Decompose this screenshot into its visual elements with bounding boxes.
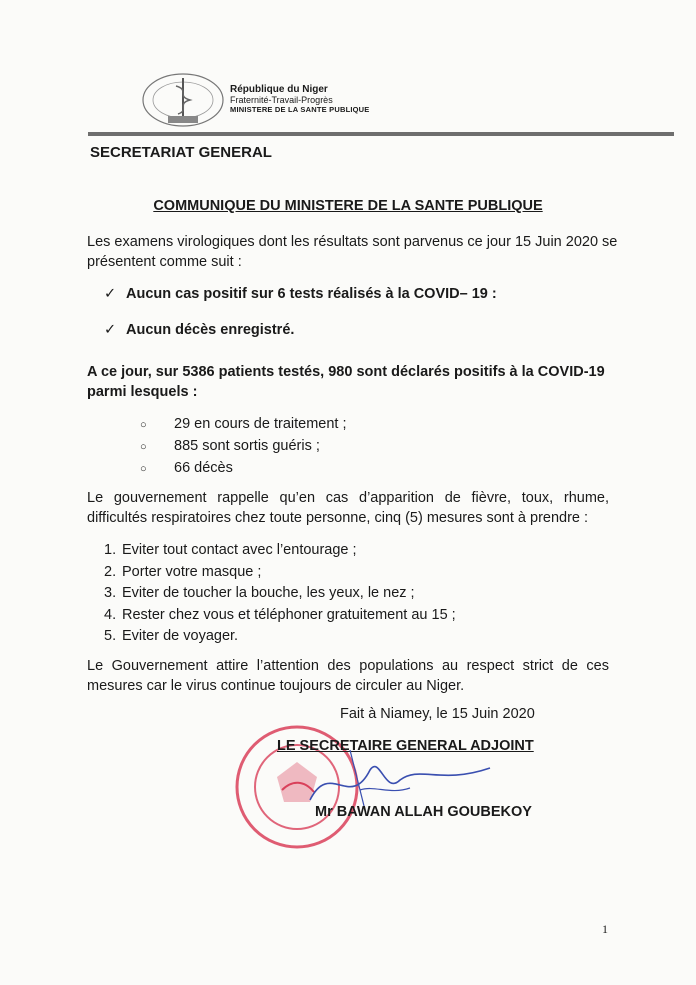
check-item — [104, 320, 294, 340]
closing-paragraph: Le Gouvernement attire l’attention des populations au respect strict de ces mesures car le virus continue toujours de circuler au Niger. — [87, 658, 609, 694]
list-item: 1. Eviter tout contact avec l’entourage ; — [104, 542, 357, 558]
list-item-text: Eviter de voyager. — [122, 628, 239, 644]
intro-paragraph: Les examens virologiques dont les résultats sont parvenus ce jour 15 Juin 2020 se présentent comme suit : — [87, 234, 618, 270]
list-item-text: Rester chez vous et téléphoner gratuitement au 15 ; — [122, 606, 456, 623]
summary-paragraph: A ce jour, sur 5386 patients testés, 980 sont déclarés positifs à la COVID-19 parmi lesquels : — [87, 364, 605, 400]
check-item-text: Aucun décès enregistré. — [126, 322, 295, 338]
header-rule — [88, 132, 674, 136]
list-item — [140, 414, 347, 436]
list-item-text: Eviter de toucher la bouche, les yeux, le nez ; — [122, 585, 415, 601]
list-item-text: Eviter tout contact avec l’entourage ; — [122, 542, 357, 558]
letterhead — [230, 85, 369, 115]
list-item: 3. Eviter de toucher la bouche, les yeux, le nez ; — [104, 585, 415, 601]
list-item — [140, 436, 347, 458]
ministry-name: MINISTERE DE LA SANTE PUBLIQUE — [230, 105, 370, 114]
list-item: 4. Rester chez vous et téléphoner gratuitement au 15 ; — [104, 606, 456, 623]
list-item — [140, 458, 347, 480]
list-item-text: 66 décès — [174, 460, 233, 476]
signatory-name: Mr BAWAN ALLAH GOUBEKOY — [315, 804, 532, 820]
signatory-title: LE SECRETAIRE GENERAL ADJOINT — [277, 738, 534, 754]
check-item-text: Aucun cas positif sur 6 tests réalisés à la COVID– 19 : — [126, 286, 497, 302]
country-name: République du Niger — [230, 84, 328, 95]
national-motto: Fraternité-Travail-Progrès — [230, 95, 333, 105]
list-item: 5. Eviter de voyager. — [104, 628, 239, 644]
ministry-logo — [138, 70, 228, 130]
circle-bullet-icon: ○ — [140, 463, 147, 475]
document-title: COMMUNIQUE DU MINISTERE DE LA SANTE PUBLIQUE — [153, 198, 543, 214]
list-item: 2. Porter votre masque ; — [104, 563, 262, 580]
circle-bullet-icon: ○ — [140, 441, 147, 453]
page-number: 1 — [602, 922, 608, 936]
place-date: Fait à Niamey, le 15 Juin 2020 — [340, 706, 535, 722]
list-item-text: 29 en cours de traitement ; — [174, 416, 347, 432]
checkmark-icon: ✓ — [104, 286, 117, 302]
list-item-text: Porter votre masque ; — [122, 563, 262, 580]
list-item-text: 885 sont sortis guéris ; — [174, 438, 320, 454]
secretariat-heading: SECRETARIAT GENERAL — [90, 144, 272, 161]
advice-paragraph: Le gouvernement rappelle qu’en cas d’apparition de fièvre, toux, rhume, difficultés respiratoires chez toute personne, cinq (5) mesures sont à prendre : — [87, 490, 609, 526]
circle-bullet-icon: ○ — [140, 419, 147, 431]
measures-list — [104, 540, 456, 648]
check-item — [104, 284, 497, 304]
checkmark-icon: ✓ — [104, 322, 117, 338]
breakdown-list — [140, 414, 347, 480]
